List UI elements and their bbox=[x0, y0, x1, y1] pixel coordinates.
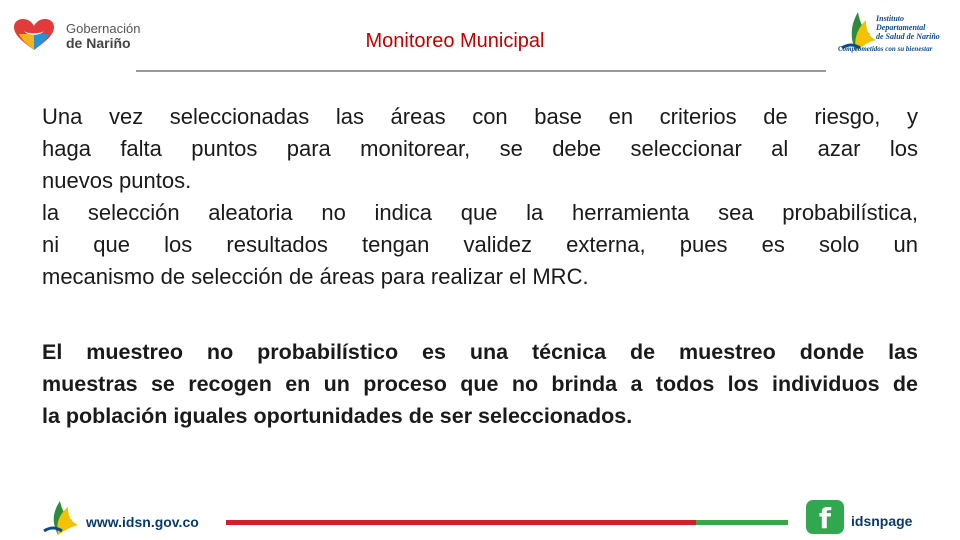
header-divider bbox=[136, 70, 826, 72]
social-handle[interactable]: idsnpage bbox=[851, 513, 913, 529]
text-line: la población iguales oportunidades de ser seleccionados. bbox=[42, 404, 633, 428]
text-line: la selección aleatoria no indica que la herramienta sea probabilística, bbox=[42, 200, 918, 225]
gob-line2: de Nariño bbox=[66, 35, 131, 51]
text-line: Una vez seleccionadas las áreas con base en criterios de riesgo, y bbox=[42, 104, 918, 129]
text-line: muestras se recogen en un proceso que no brinda a todos los individuos de bbox=[42, 372, 918, 396]
definition-paragraph bbox=[42, 336, 918, 432]
ids-line4: Comprometidos con su bienestar bbox=[838, 45, 933, 53]
ids-line2: Departamental bbox=[876, 23, 926, 32]
page-title: Monitoreo Municipal bbox=[365, 30, 545, 52]
footer-website-link[interactable]: www.idsn.gov.co bbox=[86, 514, 199, 530]
text-line: ni que los resultados tengan validez externa, pues es solo un bbox=[42, 232, 918, 257]
facebook-icon[interactable]: f bbox=[806, 500, 844, 534]
gob-line1: Gobernación bbox=[66, 21, 141, 36]
text-line: haga falta puntos para monitorear, se debe seleccionar al azar los bbox=[42, 136, 918, 161]
text-line: nuevos puntos. bbox=[42, 168, 192, 193]
intro-paragraph bbox=[42, 101, 918, 293]
text-line: mecanismo de selección de áreas para realizar el MRC. bbox=[42, 264, 589, 289]
idsn-logo bbox=[836, 8, 956, 58]
footer-divider-green bbox=[696, 520, 788, 525]
text-line: El muestreo no probabilístico es una técnica de muestreo donde las bbox=[42, 340, 918, 364]
ids-line3: de Salud de Nariño bbox=[876, 32, 940, 41]
ids-line1: Instituto bbox=[876, 14, 905, 23]
footer-leaf-logo-icon bbox=[40, 497, 82, 537]
footer-divider-red bbox=[226, 520, 696, 525]
